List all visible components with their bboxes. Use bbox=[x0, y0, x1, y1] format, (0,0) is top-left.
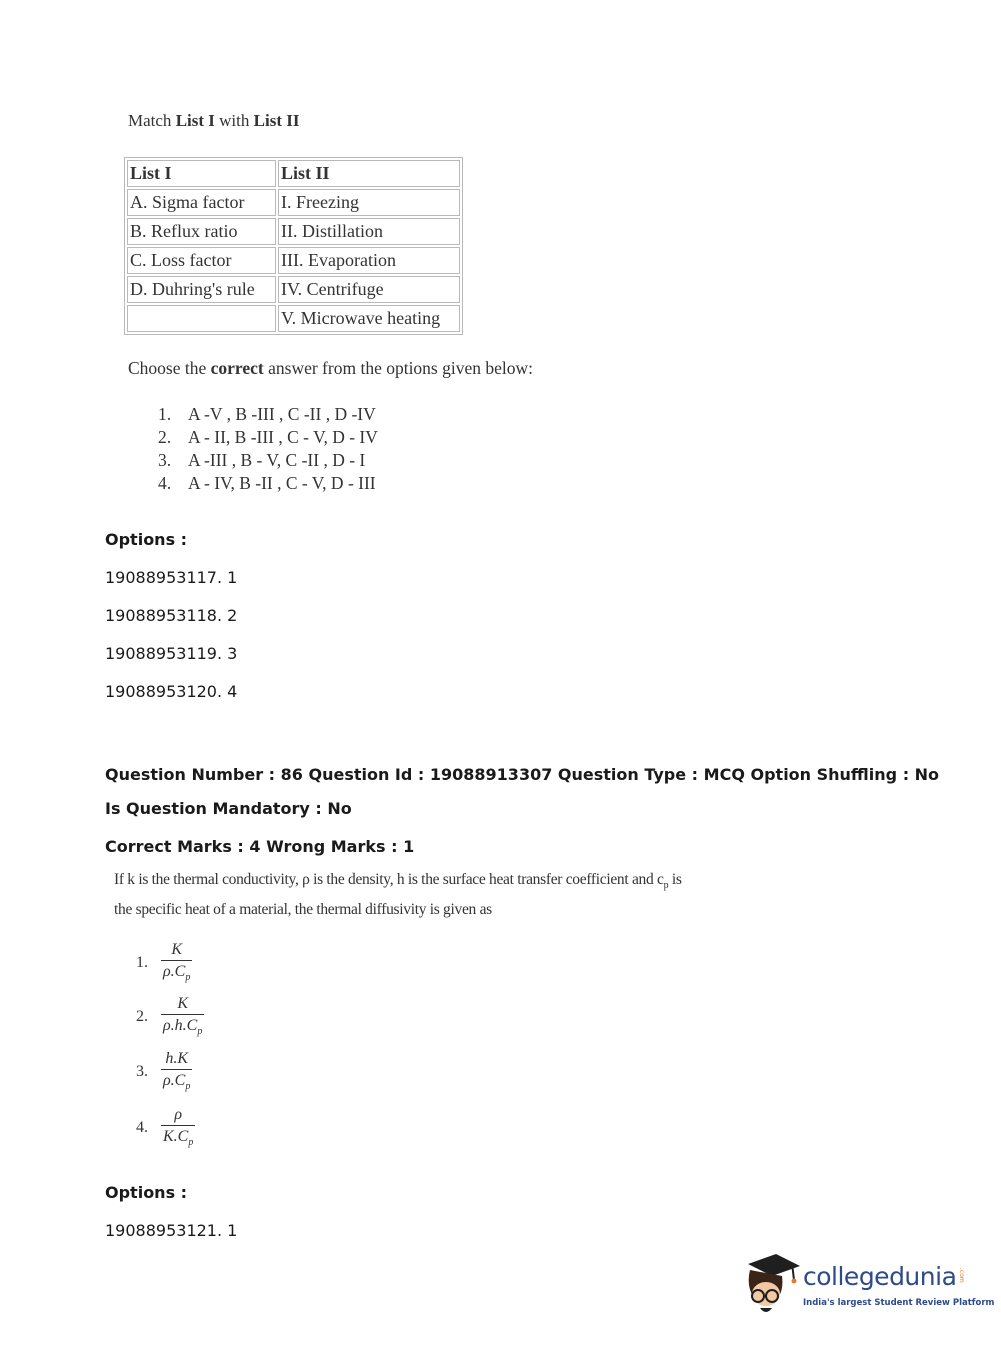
subscript: p bbox=[185, 1081, 191, 1093]
instruction-bold: correct bbox=[210, 358, 264, 378]
option-item: 19088953120. 4 bbox=[105, 682, 238, 701]
match-table bbox=[124, 157, 463, 335]
list-item-text: A - IV, B -II , C - V, D - III bbox=[188, 473, 376, 493]
table-header-cell: List I bbox=[127, 160, 276, 187]
brand-suffix: .com bbox=[958, 1268, 965, 1283]
question-text-line: the specific heat of a material, the thermal diffusivity is given as bbox=[114, 901, 492, 919]
fraction-denominator bbox=[161, 961, 192, 989]
denominator-text: ρ.C bbox=[163, 963, 186, 980]
table-header-cell: List II bbox=[278, 160, 460, 187]
table-cell: III. Evaporation bbox=[278, 247, 460, 274]
table-cell: D. Duhring's rule bbox=[127, 276, 276, 303]
brand-name: collegedunia bbox=[803, 1262, 957, 1291]
heading-text: Match bbox=[128, 111, 176, 130]
fraction bbox=[161, 994, 204, 1043]
question-marks: Correct Marks : 4 Wrong Marks : 1 bbox=[105, 837, 415, 856]
table-cell bbox=[127, 305, 276, 332]
subscript: p bbox=[197, 1026, 203, 1038]
table-row bbox=[127, 247, 460, 274]
subscript: p bbox=[185, 972, 191, 984]
table-header-row bbox=[127, 160, 460, 187]
subscript: p bbox=[188, 1137, 194, 1149]
subscript: p bbox=[663, 880, 669, 892]
table-cell: A. Sigma factor bbox=[127, 189, 276, 216]
instruction-part: answer from the options given below: bbox=[263, 358, 534, 378]
fraction-numerator: h.K bbox=[165, 1050, 189, 1067]
fraction bbox=[161, 940, 192, 989]
list-item-text: A -III , B - V, C -II , D - I bbox=[188, 450, 366, 470]
table-cell: C. Loss factor bbox=[127, 247, 276, 274]
fraction-option-number: 4. bbox=[136, 1119, 148, 1136]
instruction-part: Choose the bbox=[128, 358, 211, 378]
fraction-denominator bbox=[161, 1015, 204, 1043]
question-heading bbox=[128, 111, 299, 131]
fraction-option-number: 2. bbox=[136, 1008, 148, 1025]
brand-tagline: India's largest Student Review Platform bbox=[803, 1298, 995, 1308]
list-item-number: 2. bbox=[158, 427, 172, 447]
list-item bbox=[158, 472, 378, 495]
list-item-number: 3. bbox=[158, 450, 172, 470]
mascot-logo-icon bbox=[740, 1250, 802, 1322]
table-cell: B. Reflux ratio bbox=[127, 218, 276, 245]
table-row bbox=[127, 305, 460, 332]
table-cell: I. Freezing bbox=[278, 189, 460, 216]
option-item: 19088953117. 1 bbox=[105, 568, 238, 587]
option-item: 19088953118. 2 bbox=[105, 606, 238, 625]
fraction-numerator: K bbox=[177, 995, 189, 1012]
heading-list2: List II bbox=[253, 111, 300, 130]
question-text-line bbox=[114, 868, 682, 898]
list-item-number: 1. bbox=[158, 404, 172, 424]
options-label: Options : bbox=[105, 1183, 188, 1202]
question-text bbox=[114, 868, 682, 922]
denominator-text: K.C bbox=[163, 1128, 189, 1145]
list-item bbox=[158, 449, 378, 472]
fraction bbox=[161, 1105, 195, 1154]
denominator-text: ρ.C bbox=[163, 1072, 186, 1089]
heading-list1: List I bbox=[175, 111, 215, 130]
heading-text: with bbox=[214, 111, 254, 130]
fraction-option-number: 3. bbox=[136, 1063, 148, 1080]
list-item-number: 4. bbox=[158, 473, 172, 493]
table-cell: V. Microwave heating bbox=[278, 305, 460, 332]
table-cell: IV. Centrifuge bbox=[278, 276, 460, 303]
fraction-denominator bbox=[161, 1126, 195, 1154]
question-mandatory: Is Question Mandatory : No bbox=[105, 799, 352, 818]
list-item-text: A -V , B -III , C -II , D -IV bbox=[188, 404, 376, 424]
option-item: 19088953119. 3 bbox=[105, 644, 238, 663]
fraction-denominator bbox=[161, 1070, 192, 1098]
list-item-text: A - II, B -III , C - V, D - IV bbox=[188, 427, 378, 447]
table-row bbox=[127, 218, 460, 245]
instruction-text bbox=[128, 358, 533, 379]
table-row bbox=[127, 189, 460, 216]
question-text-part: If k is the thermal conductivity, ρ is the density, h is the surface heat transfer coefficient and c bbox=[114, 871, 664, 888]
list-item bbox=[158, 426, 378, 449]
table-cell: II. Distillation bbox=[278, 218, 460, 245]
fraction-option-number: 1. bbox=[136, 954, 148, 971]
question-meta: Question Number : 86 Question Id : 19088913307 Question Type : MCQ Option Shuffling : No bbox=[105, 765, 940, 784]
denominator-text: ρ.h.C bbox=[163, 1017, 198, 1034]
fraction-numerator: ρ bbox=[174, 1106, 183, 1123]
option-item: 19088953121. 1 bbox=[105, 1221, 238, 1240]
fraction-numerator: K bbox=[171, 941, 183, 958]
question-text-part: is bbox=[668, 871, 682, 888]
list-item bbox=[158, 403, 378, 426]
fraction bbox=[161, 1049, 192, 1098]
table-row bbox=[127, 276, 460, 303]
answer-list bbox=[158, 403, 378, 495]
options-label: Options : bbox=[105, 530, 188, 549]
